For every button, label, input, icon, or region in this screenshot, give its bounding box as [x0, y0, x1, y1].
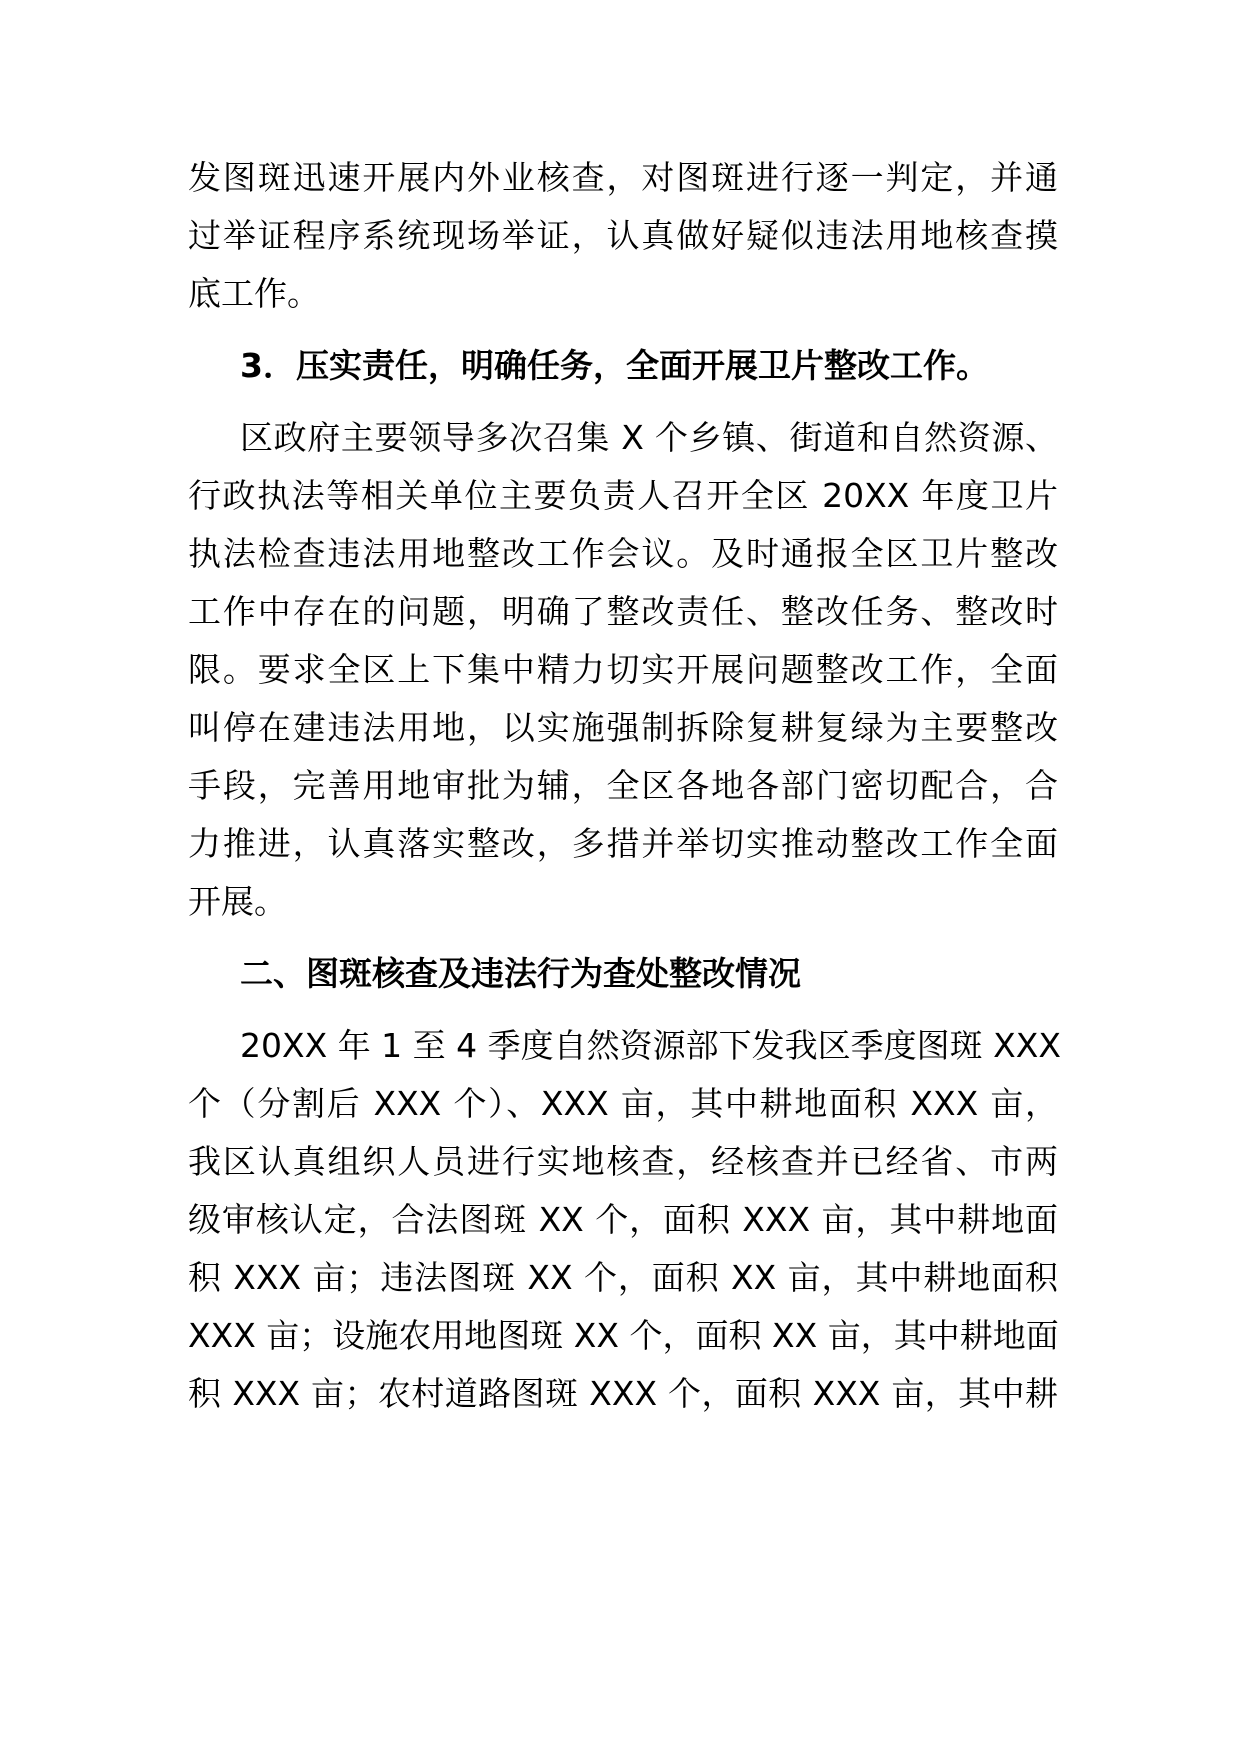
paragraph-line: 执法检查违法用地整改工作会议。及时通报全区卫片整改: [188, 534, 1058, 573]
paragraph-line: 发图斑迅速开展内外业核查，对图斑进行逐一判定，并通: [188, 158, 1058, 197]
paragraph-line: 20XX 年 1 至 4 季度自然资源部下发我区季度图斑 XXX: [240, 1026, 1061, 1065]
paragraph-line: XXX 亩；设施农用地图斑 XX 个，面积 XX 亩，其中耕地面: [188, 1316, 1059, 1355]
paragraph-line: 积 XXX 亩；农村道路图斑 XXX 个，面积 XXX 亩，其中耕: [188, 1374, 1058, 1413]
paragraph-line: 底工作。: [188, 274, 320, 313]
paragraph-line: 开展。: [188, 882, 287, 921]
paragraph-line: 个（分割后 XXX 个）、XXX 亩，其中耕地面积 XXX 亩，: [188, 1084, 1058, 1123]
paragraph-line: 限。要求全区上下集中精力切实开展问题整改工作，全面: [188, 650, 1058, 689]
paragraph-line: 我区认真组织人员进行实地核查，经核查并已经省、市两: [188, 1142, 1058, 1181]
section-heading: 二、图斑核查及违法行为查处整改情况: [240, 954, 801, 993]
paragraph-line: 过举证程序系统现场举证，认真做好疑似违法用地核查摸: [188, 216, 1058, 255]
paragraph-line: 叫停在建违法用地，以实施强制拆除复耕复绿为主要整改: [188, 708, 1058, 747]
section-heading: 3．压实责任，明确任务，全面开展卫片整改工作。: [240, 346, 989, 385]
paragraph-line: 力推进，认真落实整改，多措并举切实推动整改工作全面: [188, 824, 1058, 863]
paragraph-line: 区政府主要领导多次召集 X 个乡镇、街道和自然资源、: [240, 418, 1058, 457]
paragraph-line: 行政执法等相关单位主要负责人召开全区 20XX 年度卫片: [188, 476, 1058, 515]
paragraph-line: 手段，完善用地审批为辅，全区各地各部门密切配合，合: [188, 766, 1058, 805]
paragraph-line: 级审核认定，合法图斑 XX 个，面积 XXX 亩，其中耕地面: [188, 1200, 1058, 1239]
paragraph-line: 工作中存在的问题，明确了整改责任、整改任务、整改时: [188, 592, 1058, 631]
document-page: [188, 0, 1061, 1754]
paragraph-line: 积 XXX 亩；违法图斑 XX 个，面积 XX 亩，其中耕地面积: [188, 1258, 1058, 1297]
